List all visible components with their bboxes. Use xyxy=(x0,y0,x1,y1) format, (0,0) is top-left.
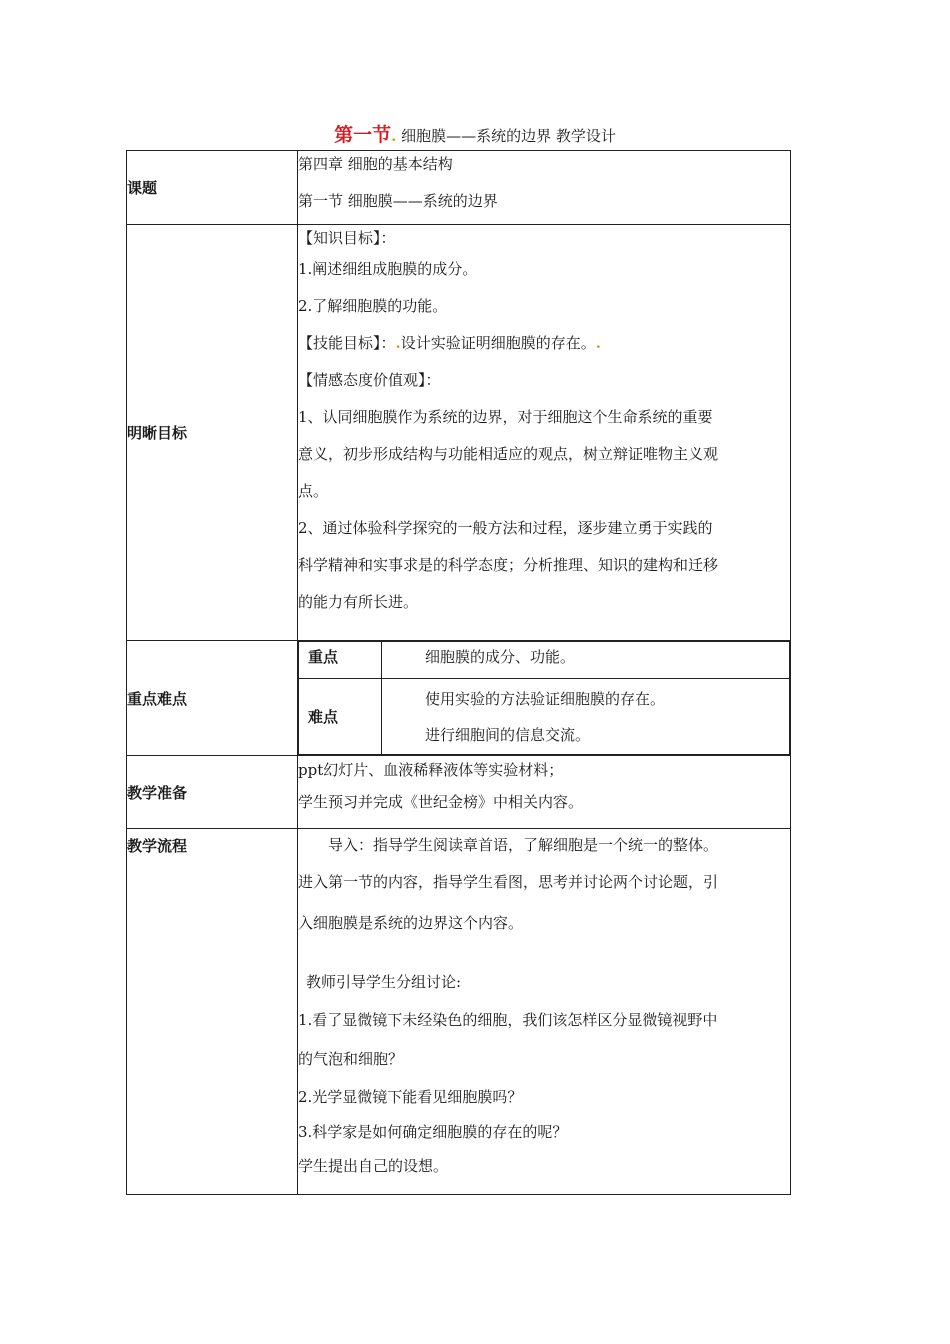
knowledge-item-1: 1.阐述细组成胞膜的成分。 xyxy=(298,260,478,278)
hard-content xyxy=(382,679,790,755)
keypoints-subtable xyxy=(298,641,790,755)
prep-content xyxy=(298,756,791,829)
skill-line xyxy=(298,325,790,362)
key-text: 细胞膜的成分、功能。 xyxy=(382,642,790,679)
skill-heading: 【技能目标】： xyxy=(298,334,396,352)
hard-line-1: 使用实验的方法验证细胞膜的存在。 xyxy=(425,690,666,708)
skill-text: 设计实验证明细胞膜的存在。 xyxy=(400,334,596,352)
keypoints-content xyxy=(298,641,791,756)
prep-line-2: 学生预习并完成《世纪金榜》中相关内容。 xyxy=(298,793,584,811)
question-3: 3.科学家是如何确定细胞膜的存在的呢？ xyxy=(298,1123,568,1141)
prep-line-1: ppt幻灯片、血液稀释液体等实验材料； xyxy=(298,761,564,779)
topic-content xyxy=(298,151,791,225)
emotion-line-5: 科学精神和实事求是的科学态度；分析推理、知识的建构和迁移 xyxy=(298,556,719,574)
hard-line-2: 进行细胞间的信息交流。 xyxy=(425,726,591,744)
title-text: 细胞膜——系统的边界 教学设计 xyxy=(401,127,616,145)
intro-line-2: 进入第一节的内容，指导学生看图，思考并讨论两个讨论题，引 xyxy=(298,873,719,891)
page-title xyxy=(0,124,950,147)
flow-label: 教学流程 xyxy=(127,829,298,1195)
key-row xyxy=(299,642,790,679)
topic-section: 第一节 细胞膜——系统的边界 xyxy=(298,192,498,210)
knowledge-heading: 【知识目标】： xyxy=(298,229,396,247)
topic-label: 课题 xyxy=(127,151,298,225)
emotion-line-4: 2、通过体验科学探究的一般方法和过程，逐步建立勇于实践的 xyxy=(298,519,713,537)
row-keypoints xyxy=(127,641,791,756)
question-1-line-1: 1.看了显微镜下未经染色的细胞，我们该怎样区分显微镜视野中 xyxy=(298,1011,718,1029)
lesson-plan-table xyxy=(126,150,791,1195)
question-2: 2.光学显微镜下能看见细胞膜吗？ xyxy=(298,1088,523,1106)
hard-label: 难点 xyxy=(299,679,382,755)
key-label: 重点 xyxy=(299,642,382,679)
closing-line: 学生提出自己的设想。 xyxy=(298,1157,449,1175)
emotion-line-6: 的能力有所长进。 xyxy=(298,593,419,611)
flow-content xyxy=(298,829,791,1195)
prep-label: 教学准备 xyxy=(127,756,298,829)
row-topic xyxy=(127,151,791,225)
intro-line-1: 导入：指导学生阅读章首语，了解细胞是一个统一的整体。 xyxy=(328,836,719,854)
emotion-line-1: 1、认同细胞膜作为系统的边界，对于细胞这个生命系统的重要 xyxy=(298,408,713,426)
hard-row xyxy=(299,679,790,755)
emotion-line-3: 点。 xyxy=(298,482,329,500)
intro-line-3: 入细胞膜是系统的边界这个内容。 xyxy=(298,914,524,932)
emotion-heading: 【情感态度价值观】： xyxy=(298,371,441,389)
decorative-dot: . xyxy=(395,334,401,352)
decorative-dot: . xyxy=(595,334,601,352)
row-flow xyxy=(127,829,791,1195)
title-section-number: 第一节 xyxy=(334,124,392,146)
discuss-heading: 教师引导学生分组讨论: xyxy=(306,973,462,991)
topic-chapter: 第四章 细胞的基本结构 xyxy=(298,155,453,173)
keypoints-label: 重点难点 xyxy=(127,641,298,756)
question-1-line-2: 的气泡和细胞？ xyxy=(298,1050,404,1068)
decorative-dot: . xyxy=(391,127,397,145)
emotion-line-2: 意义，初步形成结构与功能相适应的观点，树立辩证唯物主义观 xyxy=(298,445,719,463)
row-goals xyxy=(127,225,791,641)
goals-content xyxy=(298,225,791,641)
knowledge-item-2: 2.了解细胞膜的功能。 xyxy=(298,297,448,315)
goals-label: 明晰目标 xyxy=(127,225,298,641)
row-prep xyxy=(127,756,791,829)
